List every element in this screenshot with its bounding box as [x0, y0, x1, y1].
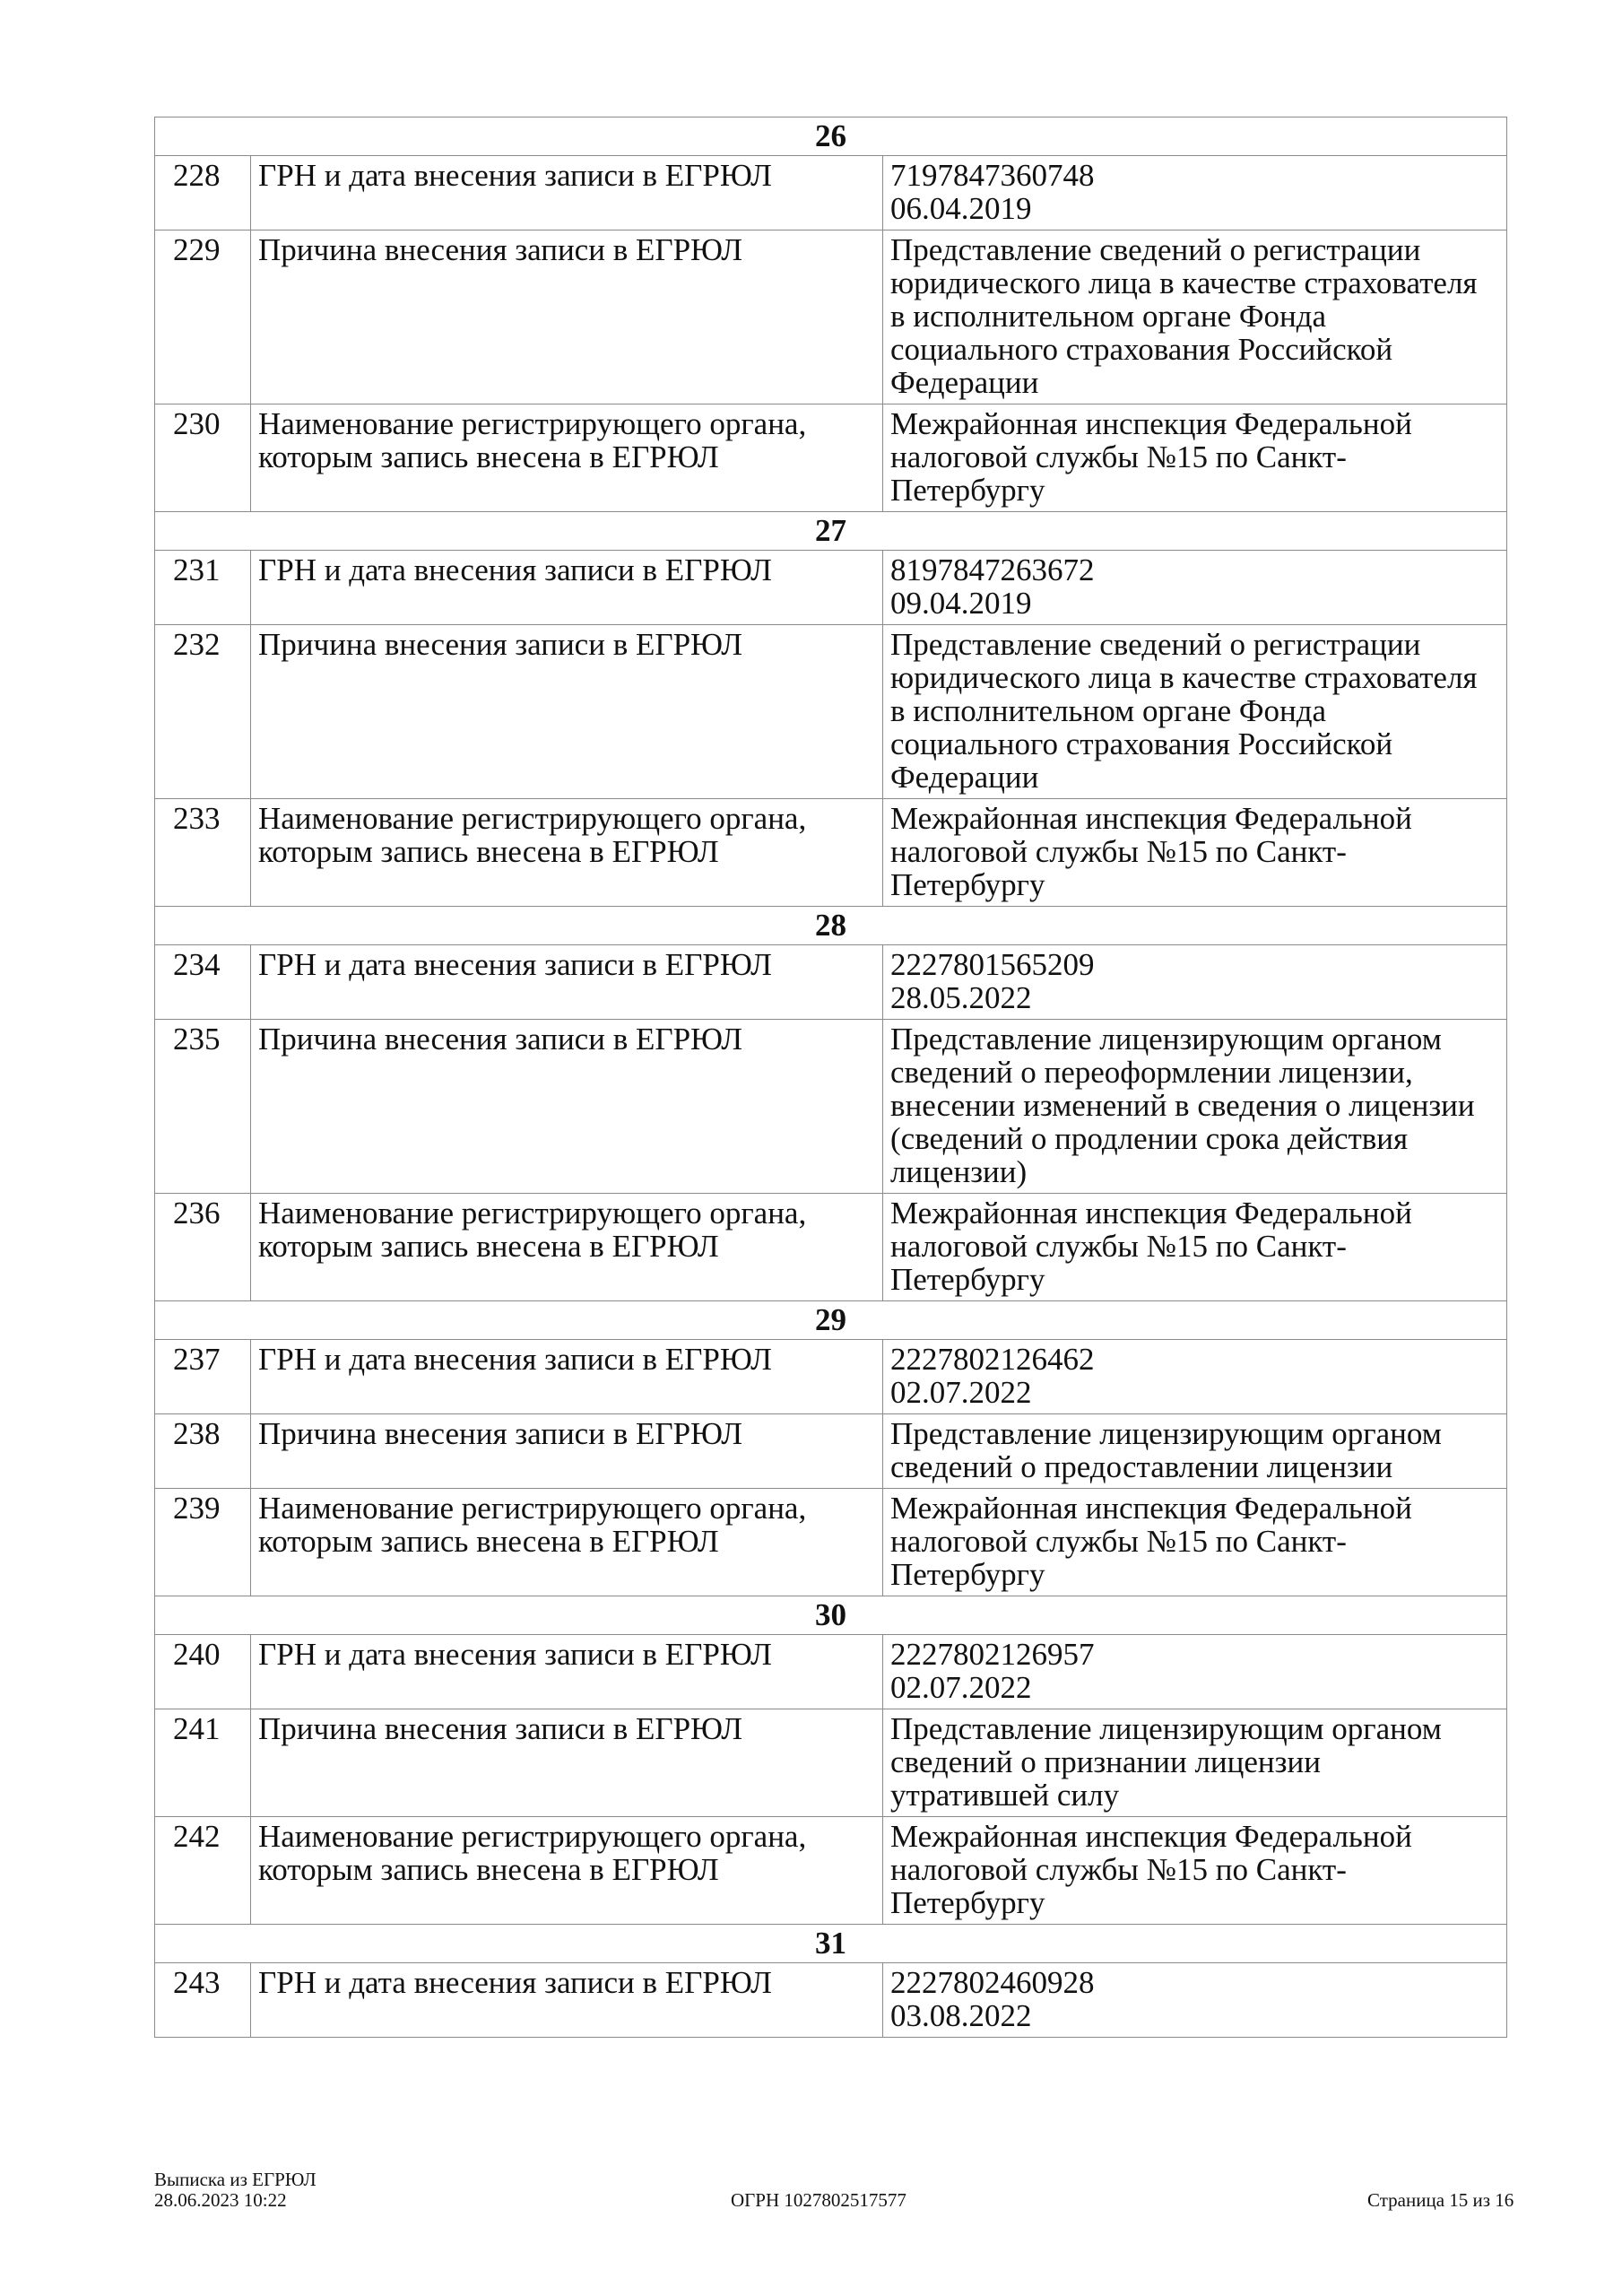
field-value-line: 06.04.2019 [890, 191, 1032, 226]
section-header-row [155, 117, 1507, 156]
field-value-line: Межрайонная инспекция Федеральной [890, 1196, 1412, 1231]
row-number: 240 [155, 1635, 251, 1709]
field-value [883, 230, 1507, 404]
field-value-line: 02.07.2022 [890, 1670, 1032, 1705]
field-value [883, 625, 1507, 799]
field-value [883, 1817, 1507, 1925]
footer-title: Выписка из ЕГРЮЛ [154, 2169, 317, 2190]
field-value [883, 945, 1507, 1020]
field-value-line: налоговой службы №15 по Санкт- [890, 1524, 1347, 1559]
section-header-row [155, 1301, 1507, 1340]
section-header-row [155, 1596, 1507, 1635]
table-row [155, 1817, 1507, 1925]
section-number: 28 [155, 907, 1507, 945]
footer-datetime: 28.06.2023 10:22 [154, 2189, 287, 2211]
field-label [251, 799, 883, 907]
field-value-line: Федерации [890, 760, 1039, 795]
field-value-line: Петербургу [890, 1557, 1045, 1592]
row-number: 228 [155, 156, 251, 230]
row-number: 238 [155, 1414, 251, 1489]
section-number: 30 [155, 1596, 1507, 1635]
field-label-line: Наименование регистрирующего органа, [258, 1819, 807, 1854]
field-value-line: 2227802126462 [890, 1342, 1095, 1377]
field-value-line: Межрайонная инспекция Федеральной [890, 801, 1412, 836]
table-row [155, 1414, 1507, 1489]
field-value-line: социального страхования Российской [890, 332, 1393, 367]
field-label [251, 1709, 883, 1817]
field-value-line: Федерации [890, 365, 1039, 400]
section-number: 26 [155, 117, 1507, 156]
row-number: 236 [155, 1194, 251, 1301]
table-row [155, 551, 1507, 625]
field-value-line: юридического лица в качестве страхователя [890, 265, 1478, 300]
table-row [155, 1635, 1507, 1709]
field-value-line: 2227802460928 [890, 1965, 1095, 2000]
field-value [883, 404, 1507, 512]
field-label-line: Наименование регистрирующего органа, [258, 801, 807, 836]
table-row [155, 1340, 1507, 1414]
row-number: 235 [155, 1020, 251, 1194]
field-value [883, 1194, 1507, 1301]
field-label [251, 1020, 883, 1194]
field-value-line: Представление лицензирующим органом [890, 1022, 1442, 1057]
section-number: 27 [155, 512, 1507, 551]
field-value-line: Представление сведений о регистрации [890, 232, 1421, 267]
field-value-line: Петербургу [890, 1262, 1045, 1297]
table-row [155, 625, 1507, 799]
field-value-line: Петербургу [890, 867, 1045, 902]
footer-page-number: Страница 15 из 16 [1367, 2189, 1514, 2211]
field-value [883, 1963, 1507, 2038]
field-value-line: Петербургу [890, 1885, 1045, 1920]
field-label [251, 1340, 883, 1414]
field-label-line: ГРН и дата внесения записи в ЕГРЮЛ [258, 947, 772, 982]
field-value [883, 1709, 1507, 1817]
field-value-line: налоговой службы №15 по Санкт- [890, 1229, 1347, 1264]
field-value-line: Межрайонная инспекция Федеральной [890, 406, 1412, 441]
table-row [155, 404, 1507, 512]
footer-ogrn: ОГРН 1027802517577 [731, 2189, 906, 2211]
field-label-line: которым запись внесена в ЕГРЮЛ [258, 1229, 719, 1264]
row-number: 239 [155, 1489, 251, 1596]
field-value-line: Представление лицензирующим органом [890, 1416, 1442, 1451]
table-row [155, 945, 1507, 1020]
field-label [251, 404, 883, 512]
field-label [251, 1194, 883, 1301]
field-value-line: налоговой службы №15 по Санкт- [890, 439, 1347, 474]
field-value [883, 1020, 1507, 1194]
field-value-line: Петербургу [890, 473, 1045, 508]
field-value [883, 1340, 1507, 1414]
field-label-line: Наименование регистрирующего органа, [258, 1491, 807, 1526]
table-row [155, 156, 1507, 230]
row-number: 234 [155, 945, 251, 1020]
field-label-line: ГРН и дата внесения записи в ЕГРЮЛ [258, 552, 772, 587]
field-value-line: социального страхования Российской [890, 726, 1393, 761]
field-value-line: Представление лицензирующим органом [890, 1711, 1442, 1746]
field-value-line: 7197847360748 [890, 158, 1095, 193]
field-value-line: налоговой службы №15 по Санкт- [890, 1852, 1347, 1887]
table-row [155, 1963, 1507, 2038]
field-value-line: сведений о предоставлении лицензии [890, 1449, 1393, 1484]
field-value [883, 1414, 1507, 1489]
field-label-line: Причина внесения записи в ЕГРЮЛ [258, 1711, 743, 1746]
egrul-records-table [154, 117, 1507, 2038]
row-number: 241 [155, 1709, 251, 1817]
field-label [251, 625, 883, 799]
row-number: 243 [155, 1963, 251, 2038]
table-body [155, 117, 1507, 2038]
row-number: 232 [155, 625, 251, 799]
field-value-line: юридического лица в качестве страхователя [890, 660, 1478, 695]
table-row [155, 230, 1507, 404]
field-value-line: лицензии) [890, 1154, 1028, 1189]
field-value [883, 1635, 1507, 1709]
row-number: 231 [155, 551, 251, 625]
field-label-line: ГРН и дата внесения записи в ЕГРЮЛ [258, 1965, 772, 2000]
row-number: 237 [155, 1340, 251, 1414]
field-label [251, 1635, 883, 1709]
field-label [251, 945, 883, 1020]
field-label-line: ГРН и дата внесения записи в ЕГРЮЛ [258, 158, 772, 193]
field-label-line: Причина внесения записи в ЕГРЮЛ [258, 1022, 743, 1057]
table-row [155, 1709, 1507, 1817]
row-number: 230 [155, 404, 251, 512]
field-label-line: Причина внесения записи в ЕГРЮЛ [258, 627, 743, 662]
field-value-line: 09.04.2019 [890, 586, 1032, 621]
table-row [155, 1194, 1507, 1301]
field-value-line: Межрайонная инспекция Федеральной [890, 1491, 1412, 1526]
field-label-line: Наименование регистрирующего органа, [258, 406, 807, 441]
field-label-line: которым запись внесена в ЕГРЮЛ [258, 439, 719, 474]
field-value-line: 2227801565209 [890, 947, 1095, 982]
field-value-line: внесении изменений в сведения о лицензии [890, 1088, 1475, 1123]
field-value-line: сведений о переоформлении лицензии, [890, 1055, 1413, 1090]
field-value-line: 02.07.2022 [890, 1375, 1032, 1410]
field-value-line: налоговой службы №15 по Санкт- [890, 834, 1347, 869]
row-number: 229 [155, 230, 251, 404]
field-value-line: (сведений о продлении срока действия [890, 1121, 1409, 1156]
field-value-line: 2227802126957 [890, 1637, 1095, 1672]
row-number: 242 [155, 1817, 251, 1925]
field-label-line: которым запись внесена в ЕГРЮЛ [258, 1524, 719, 1559]
field-value [883, 551, 1507, 625]
field-label-line: Наименование регистрирующего органа, [258, 1196, 807, 1231]
field-value [883, 156, 1507, 230]
table-row [155, 1020, 1507, 1194]
field-value-line: 03.08.2022 [890, 1998, 1032, 2033]
field-label-line: ГРН и дата внесения записи в ЕГРЮЛ [258, 1637, 772, 1672]
field-value-line: в исполнительном органе Фонда [890, 693, 1327, 728]
field-label-line: Причина внесения записи в ЕГРЮЛ [258, 1416, 743, 1451]
field-value-line: в исполнительном органе Фонда [890, 299, 1327, 334]
field-value-line: сведений о признании лицензии [890, 1744, 1321, 1779]
section-number: 31 [155, 1925, 1507, 1963]
field-label-line: которым запись внесена в ЕГРЮЛ [258, 834, 719, 869]
field-value-line: утратившей силу [890, 1778, 1120, 1813]
table-row [155, 799, 1507, 907]
field-label [251, 551, 883, 625]
field-label [251, 1817, 883, 1925]
field-label [251, 1489, 883, 1596]
field-label [251, 1414, 883, 1489]
field-value-line: Представление сведений о регистрации [890, 627, 1421, 662]
field-label-line: Причина внесения записи в ЕГРЮЛ [258, 232, 743, 267]
field-label [251, 1963, 883, 2038]
field-value-line: Межрайонная инспекция Федеральной [890, 1819, 1412, 1854]
field-label-line: ГРН и дата внесения записи в ЕГРЮЛ [258, 1342, 772, 1377]
section-header-row [155, 907, 1507, 945]
field-label-line: которым запись внесена в ЕГРЮЛ [258, 1852, 719, 1887]
field-value-line: 8197847263672 [890, 552, 1095, 587]
row-number: 233 [155, 799, 251, 907]
field-value-line: 28.05.2022 [890, 980, 1032, 1015]
field-label [251, 156, 883, 230]
field-value [883, 1489, 1507, 1596]
table-row [155, 1489, 1507, 1596]
field-label [251, 230, 883, 404]
section-header-row [155, 512, 1507, 551]
section-header-row [155, 1925, 1507, 1963]
section-number: 29 [155, 1301, 1507, 1340]
footer-left [154, 2170, 317, 2211]
field-value [883, 799, 1507, 907]
